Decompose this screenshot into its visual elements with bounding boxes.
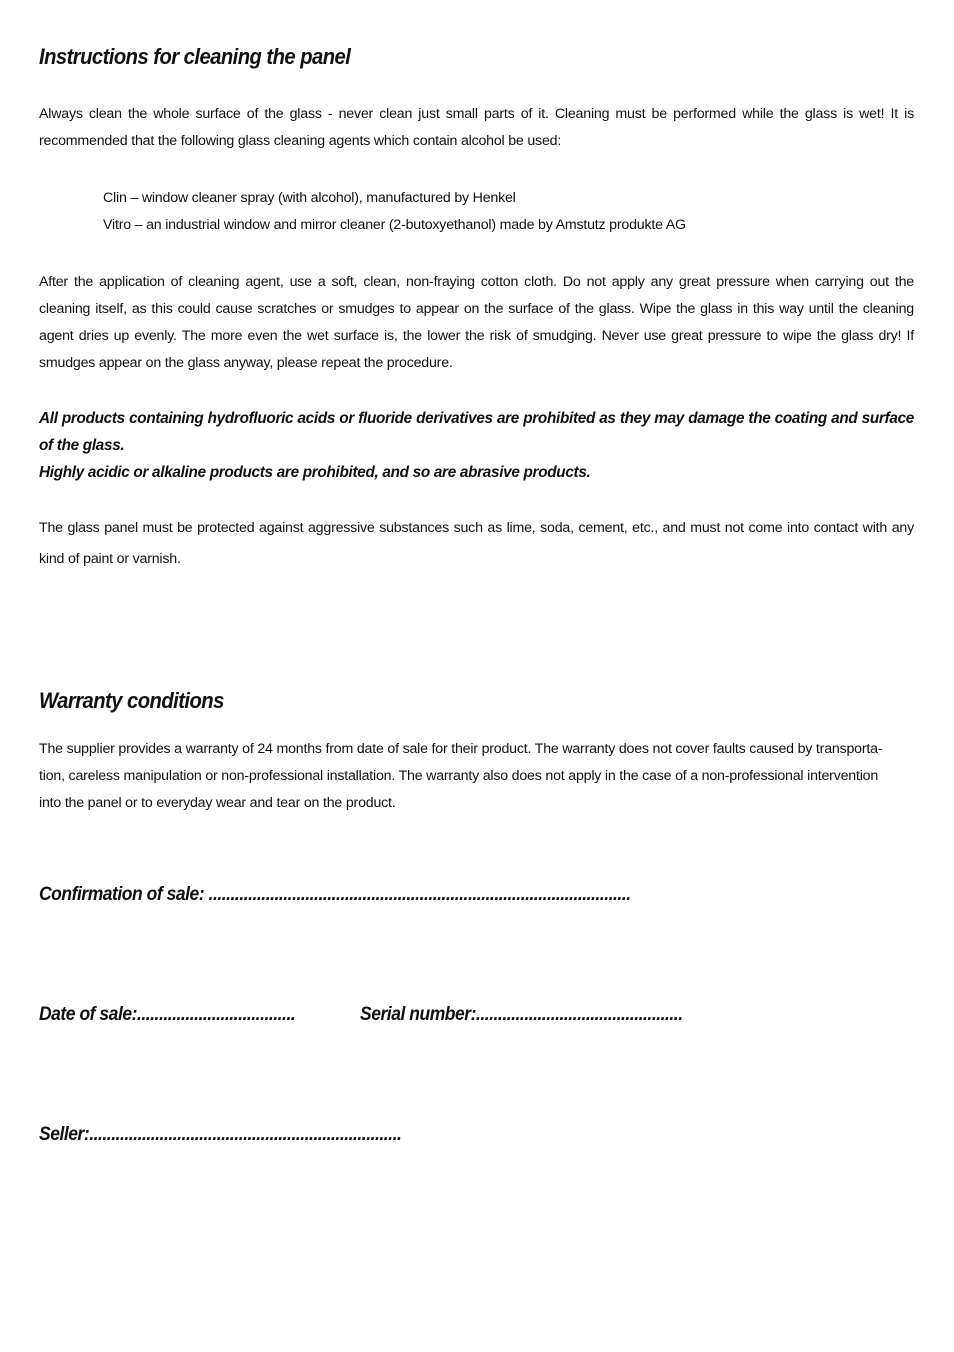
- acidic-alkaline-warning: Highly acidic or alkaline products are prohibited, and so are abrasive products.: [39, 464, 591, 481]
- warranty-title: Warranty conditions: [39, 688, 224, 713]
- protection-note: The glass panel must be protected against aggressive substances such as lime, soda, cement, etc., and must not come into contact with any kind of paint or varnish.: [39, 520, 914, 567]
- warranty-line: The supplier provides a warranty of 24 months from date of sale for their product. The warranty does not cover faults caused by transporta-: [39, 741, 883, 757]
- warranty-text: [39, 736, 914, 817]
- cleaning-agents-list: [103, 185, 686, 239]
- warranty-line: into the panel or to everyday wear and tear on the product.: [39, 795, 396, 811]
- seller-field: Seller:.......................................................................: [39, 1124, 402, 1145]
- cleaning-procedure: After the application of cleaning agent, use a soft, clean, non-fraying cotton cloth. Do not apply any great pressure when carrying out the cleaning itself, as this could cause scratches or smudges to appear on the surface of the glass. Wipe the glass in this way until the cleaning agent dries up evenly. The more even the wet surface is, the lower the risk of smudging. Never use great pressure to wipe the glass dry! If smudges appear on the glass anyway, please repeat the procedure.: [39, 274, 914, 371]
- cleaning-title: Instructions for cleaning the panel: [39, 44, 351, 69]
- fluoride-warning: All products containing hydrofluoric acids or fluoride derivatives are prohibited as they may damage the coating and surface of the glass.: [39, 410, 914, 454]
- warranty-line: tion, careless manipulation or non-professional installation. The warranty also does not apply in the case of a non-professional intervention: [39, 768, 879, 784]
- prohibited-products-warning: [39, 405, 914, 486]
- date-of-sale-field: Date of sale:....................................: [39, 1004, 296, 1025]
- cleaning-agent-clin: Clin – window cleaner spray (with alcohol), manufactured by Henkel: [103, 190, 516, 206]
- serial-number-field: Serial number:...............................................: [360, 1004, 683, 1025]
- cleaning-intro: Always clean the whole surface of the glass - never clean just small parts of it. Cleaning must be performed while the glass is wet! It is recommended that the following glass cleaning agents which contain alcohol be used:: [39, 106, 914, 149]
- cleaning-agent-vitro: Vitro – an industrial window and mirror cleaner (2-butoxyethanol) made by Amstutz produkte AG: [103, 217, 686, 233]
- confirmation-of-sale-field: Confirmation of sale: ................................................................................................: [39, 884, 631, 905]
